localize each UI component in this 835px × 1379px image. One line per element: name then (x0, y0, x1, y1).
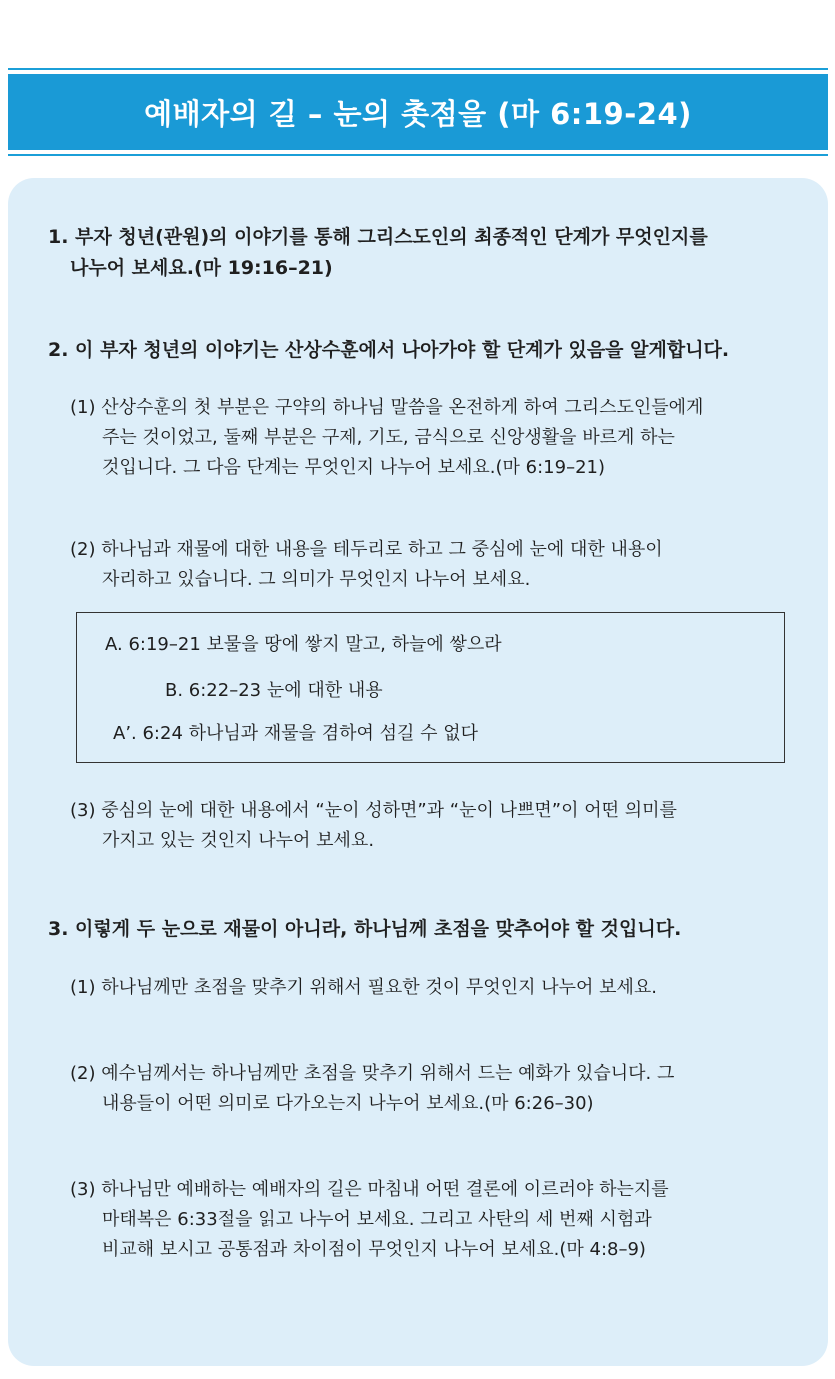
sub-line: (2) 하나님과 재물에 대한 내용을 테두리로 하고 그 중심에 눈에 대한 내용이 (70, 539, 663, 560)
question-3-sub-3 (70, 1175, 788, 1265)
question-3-line-1: 3. 이렇게 두 눈으로 재물이 아니라, 하나님께 초점을 맞추어야 할 것입니다. (48, 918, 682, 940)
question-3-sub-2 (70, 1059, 788, 1119)
question-2-sub-3 (70, 796, 788, 856)
header-band (8, 74, 828, 150)
sub-line: (1) 산상수훈의 첫 부분은 구약의 하나님 말씀을 온전하게 하여 그리스도인들에게 (70, 397, 704, 418)
sub-line: 마태복은 6:33절을 읽고 나누어 보세요. 그리고 사탄의 세 번째 시험과 (102, 1209, 652, 1230)
question-2-line-1: 2. 이 부자 청년의 이야기는 산상수훈에서 나아가야 할 단계가 있음을 알게합니다. (48, 339, 730, 361)
sub-line: (2) 예수님께서는 하나님께만 초점을 맞추기 위해서 드는 예화가 있습니다. 그 (70, 1063, 675, 1084)
question-2-sub-2 (70, 535, 788, 595)
sub-line: (1) 하나님께만 초점을 맞추기 위해서 필요한 것이 무엇인지 나누어 보세요. (70, 977, 657, 998)
header-bar (8, 68, 828, 156)
structure-row-a: A. 6:19–21 보물을 땅에 쌓지 말고, 하늘에 쌓으라 (105, 634, 502, 655)
question-3 (48, 914, 788, 945)
sub-line: 것입니다. 그 다음 단계는 무엇인지 나누어 보세요.(마 6:19–21) (102, 457, 606, 478)
structure-box (76, 612, 785, 763)
question-1-line-2: 나누어 보세요.(마 19:16–21) (70, 257, 333, 279)
sub-line: (3) 하나님만 예배하는 예배자의 길은 마침내 어떤 결론에 이르러야 하는지를 (70, 1179, 669, 1200)
sub-line: 자리하고 있습니다. 그 의미가 무엇인지 나누어 보세요. (102, 569, 531, 590)
question-3-sub-1 (70, 973, 788, 1003)
sub-line: 주는 것이었고, 둘째 부분은 구제, 기도, 금식으로 신앙생활을 바르게 하는 (102, 427, 675, 448)
sub-line: (3) 중심의 눈에 대한 내용에서 “눈이 성하면”과 “눈이 나쁘면”이 어떤 의미를 (70, 800, 677, 821)
question-1 (48, 222, 788, 284)
question-1-line-1: 1. 부자 청년(관원)의 이야기를 통해 그리스도인의 최종적인 단계가 무엇인지를 (48, 226, 708, 248)
question-2 (48, 335, 788, 366)
sub-line: 내용들이 어떤 의미로 다가오는지 나누어 보세요.(마 6:26–30) (102, 1093, 594, 1114)
structure-row-a-prime: A’. 6:24 하나님과 재물을 겸하여 섬길 수 없다 (113, 723, 479, 744)
sub-line: 비교해 보시고 공통점과 차이점이 무엇인지 나누어 보세요.(마 4:8–9) (102, 1239, 646, 1260)
page-title: 예배자의 길 – 눈의 촛점을 (마 6:19-24) (144, 96, 692, 131)
question-2-sub-1 (70, 393, 788, 483)
sub-line: 가지고 있는 것인지 나누어 보세요. (102, 830, 375, 851)
structure-row-b: B. 6:22–23 눈에 대한 내용 (165, 680, 383, 701)
